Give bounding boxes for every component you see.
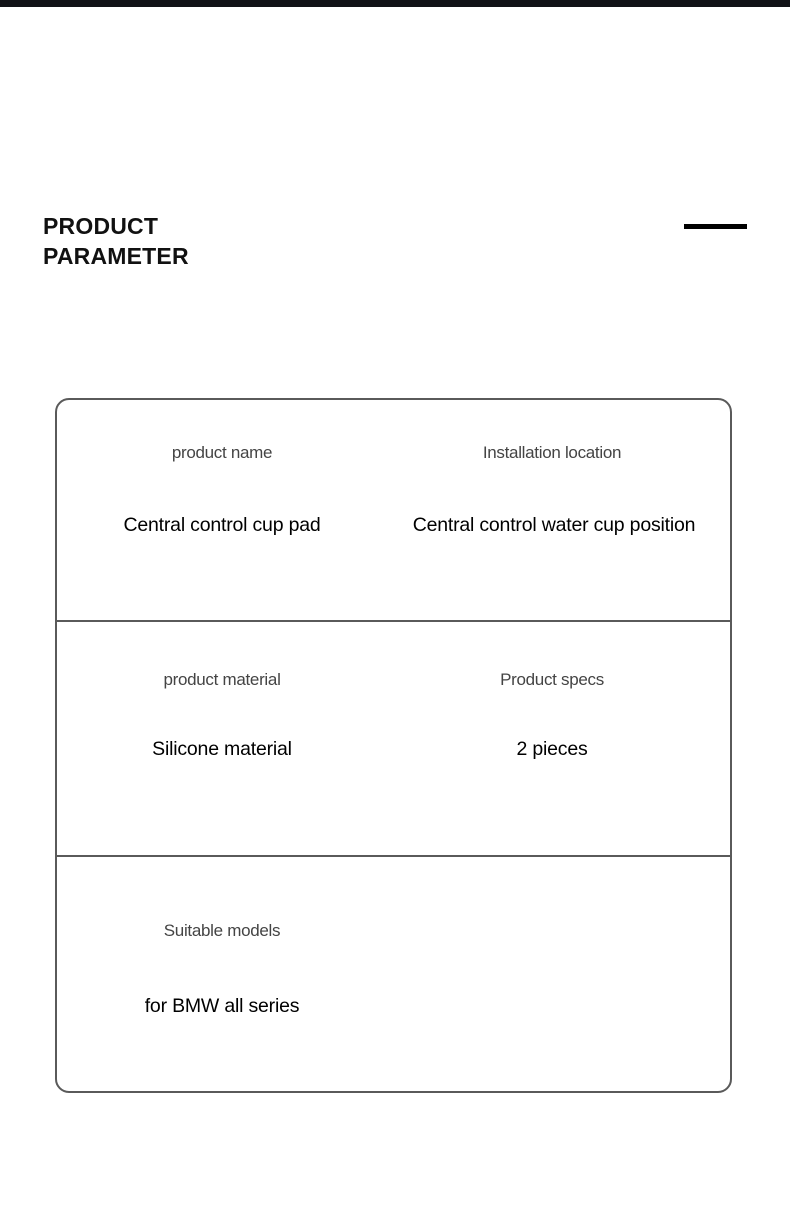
title-line-1: PRODUCT <box>43 213 159 239</box>
param-value-product-specs: 2 pieces <box>516 738 588 760</box>
parameter-table <box>55 398 732 1093</box>
title-line-2: PARAMETER <box>43 243 189 269</box>
param-value-product-material: Silicone material <box>152 738 292 760</box>
row-divider <box>57 855 730 857</box>
param-label-product-specs: Product specs <box>500 670 604 689</box>
row-divider <box>57 620 730 622</box>
param-value-suitable-models: for BMW all series <box>144 995 300 1017</box>
param-label-product-material: product material <box>163 670 281 689</box>
param-label-suitable-models: Suitable models <box>163 921 281 940</box>
param-label-product-name: product name <box>171 443 273 462</box>
param-value-product-name: Central control cup pad <box>123 514 321 536</box>
decorative-dash <box>684 224 747 229</box>
page-title <box>43 211 189 271</box>
top-bar <box>0 0 790 7</box>
param-value-installation-location: Central control water cup position <box>412 514 696 536</box>
param-label-installation-location: Installation location <box>482 443 622 462</box>
